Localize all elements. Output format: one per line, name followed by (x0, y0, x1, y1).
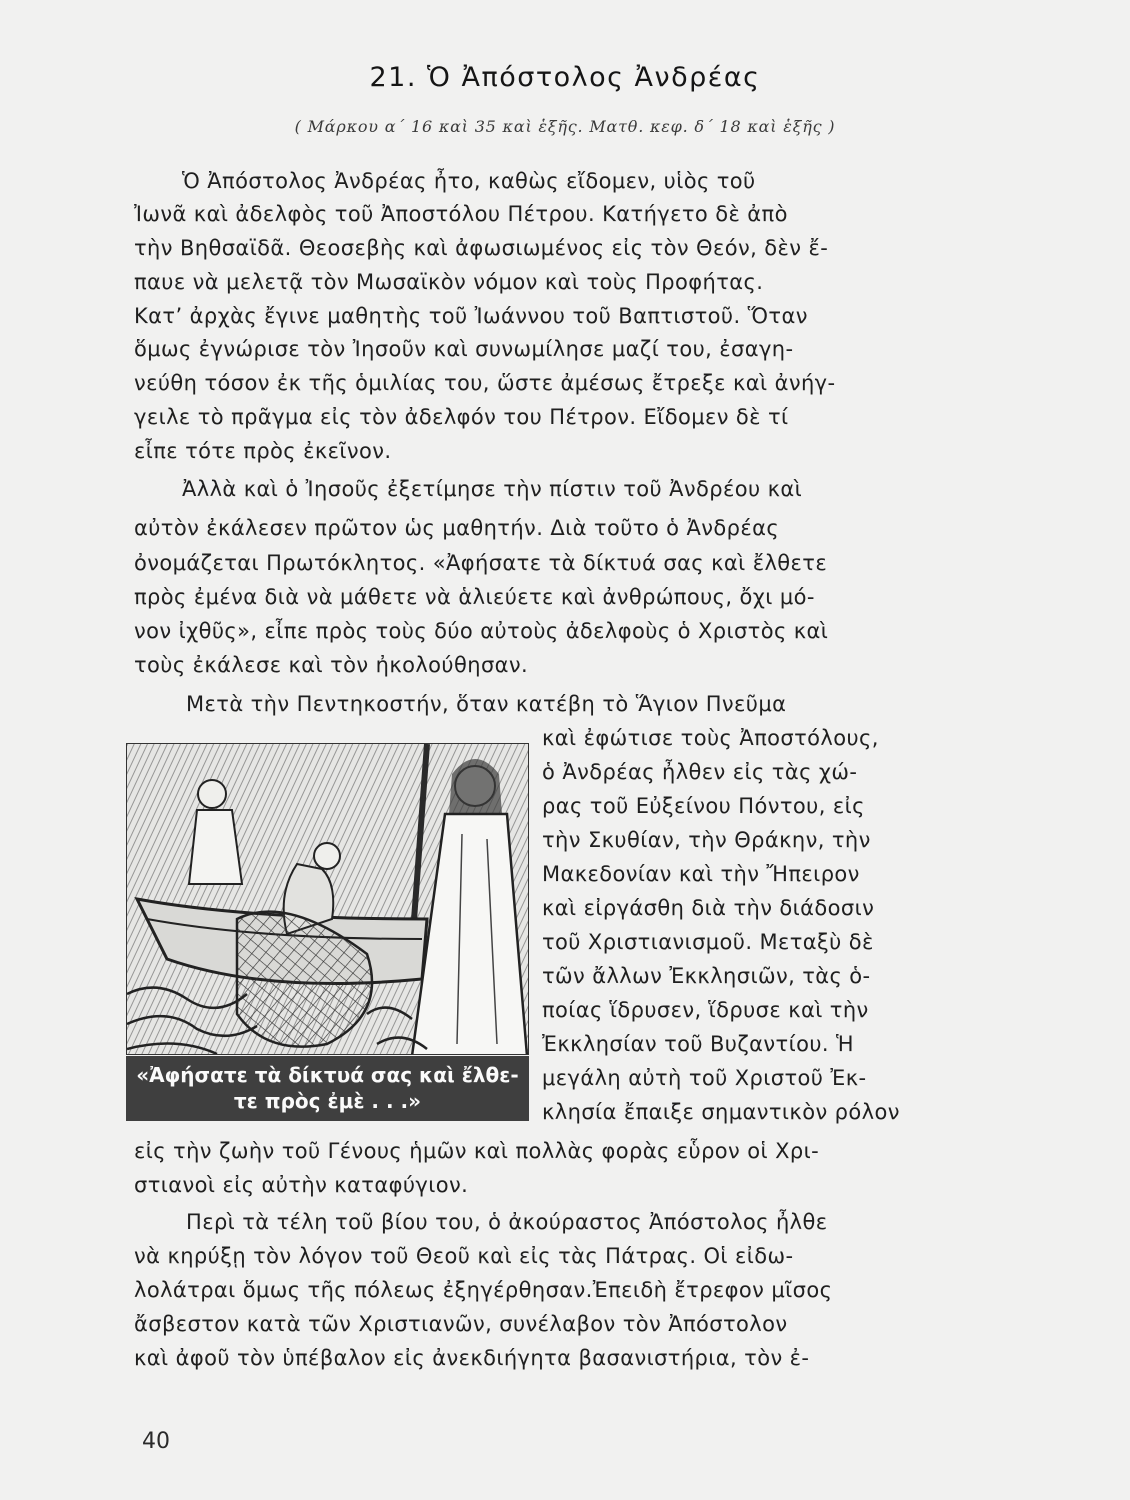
text-line: Μετὰ τὴν Πεντηκοστήν, ὅταν κατέβη τὸ Ἅγιον Πνεῦμα (186, 692, 787, 716)
text-line: νεύθη τόσον ἐκ τῆς ὁμιλίας του, ὥστε ἀμέσως ἔτρεξε καὶ ἀνήγ- (134, 371, 836, 395)
text-line: ὅμως ἐγνώρισε τὸν Ἰησοῦν καὶ συνωμίλησε μαζί του, ἐσαγη- (134, 337, 794, 361)
chapter-title: 21. Ὁ Ἀπόστολος Ἀνδρέας (369, 62, 761, 93)
caption-line: «Ἀφήσατε τὰ δίκτυά σας καὶ ἔλθε- (136, 1063, 519, 1087)
text-line: εἰς τὴν ζωὴν τοῦ Γένους ἡμῶν καὶ πολλὰς φορὰς εὗρον οἱ Χρι- (134, 1139, 820, 1163)
text-line: καὶ εἰργάσθη διὰ τὴν διάδοσιν (542, 896, 875, 920)
text-line: Ἀλλὰ καὶ ὁ Ἰησοῦς ἐξετίμησε τὴν πίστιν τοῦ Ἀνδρέου καὶ (182, 477, 803, 501)
text-line: μεγάλη αὐτὴ τοῦ Χριστοῦ Ἐκ- (542, 1066, 867, 1090)
text-line: καὶ ἐφώτισε τοὺς Ἀποστόλους, (542, 726, 879, 750)
text-line: Ὁ Ἀπόστολος Ἀνδρέας ἦτο, καθὼς εἴδομεν, υἱὸς τοῦ (182, 169, 756, 193)
text-line: ἄσβεστον κατὰ τῶν Χριστιανῶν, συνέλαβον τὸν Ἀπόστολον (134, 1312, 788, 1336)
text-line: καὶ ἀφοῦ τὸν ὑπέβαλον εἰς ἀνεκδιήγητα βασανιστήρια, τὸν ἐ- (134, 1346, 810, 1370)
text-line: πρὸς ἐμένα διὰ νὰ μάθετε νὰ ἁλιεύετε καὶ ἀνθρώπους, ὄχι μό- (134, 585, 815, 609)
caption-line: τε πρὸς ἐμὲ . . .» (233, 1089, 422, 1113)
text-line: κλησία ἔπαιξε σημαντικὸν ρόλον (542, 1100, 900, 1124)
illustration-caption (126, 1056, 529, 1121)
text-line: αὐτὸν ἐκάλεσεν πρῶτον ὡς μαθητήν. Διὰ τοῦτο ὁ Ἀνδρέας (134, 516, 780, 540)
page-number: 40 (142, 1429, 170, 1454)
text-line: ρας τοῦ Εὐξείνου Πόντου, εἰς (542, 794, 865, 818)
text-line: τὴν Σκυθίαν, τὴν Θράκην, τὴν (542, 828, 871, 852)
text-line: ὁ Ἀνδρέας ἦλθεν εἰς τὰς χώ- (542, 760, 858, 784)
text-line: Μακεδονίαν καὶ τὴν Ἤπειρον (542, 862, 860, 886)
text-line: τὴν Βηθσαϊδᾶ. Θεοσεβὴς καὶ ἀφωσιωμένος εἰς τὸν Θεόν, δὲν ἔ- (134, 236, 829, 260)
text-line: νὰ κηρύξῃ τὸν λόγον τοῦ Θεοῦ καὶ εἰς τὰς Πάτρας. Οἱ εἰδω- (134, 1244, 794, 1268)
text-line: εἶπε τότε πρὸς ἐκεῖνον. (134, 439, 392, 463)
text-line: Κατ’ ἀρχὰς ἔγινε μαθητὴς τοῦ Ἰωάννου τοῦ Βαπτιστοῦ. Ὅταν (134, 304, 808, 328)
text-line: νον ἰχθῦς», εἶπε πρὸς τοὺς δύο αὐτοὺς ἀδελφοὺς ὁ Χριστὸς καὶ (134, 619, 829, 643)
text-line: ποίας ἵδρυσεν, ἵδρυσε καὶ τὴν (542, 998, 869, 1022)
text-line: ὀνομάζεται Πρωτόκλητος. «Ἀφήσατε τὰ δίκτυά σας καὶ ἔλθετε (134, 551, 828, 575)
text-line: γειλε τὸ πρᾶγμα εἰς τὸν ἀδελφόν του Πέτρον. Εἴδομεν δὲ τί (134, 405, 789, 429)
fishermen-illustration (126, 743, 529, 1055)
text-line: παυε νὰ μελετᾷ τὸν Μωσαϊκὸν νόμον καὶ τοὺς Προφήτας. (134, 270, 764, 294)
text-line: τοὺς ἐκάλεσε καὶ τὸν ἠκολούθησαν. (134, 653, 529, 677)
text-line: τῶν ἄλλων Ἐκκλησιῶν, τὰς ὁ- (542, 964, 871, 988)
text-line: Ἐκκλησίαν τοῦ Βυζαντίου. Ἡ (542, 1032, 854, 1056)
text-line: στιανοὶ εἰς αὐτὴν καταφύγιον. (134, 1173, 469, 1197)
illustration-figure (126, 743, 529, 1121)
text-line: λολάτραι ὅμως τῆς πόλεως ἐξηγέρθησαν.Ἐπειδὴ ἔτρεφον μῖσος (134, 1278, 833, 1302)
text-line: Ἰωνᾶ καὶ ἀδελφὸς τοῦ Ἀποστόλου Πέτρου. Κατήγετο δὲ ἀπὸ (134, 202, 788, 226)
scripture-reference: ( Μάρκου α΄ 16 καὶ 35 καὶ ἑξῆς. Ματθ. κεφ. δ΄ 18 καὶ ἑξῆς ) (294, 117, 836, 136)
text-line: τοῦ Χριστιανισμοῦ. Μεταξὺ δὲ (542, 930, 874, 954)
text-line: Περὶ τὰ τέλη τοῦ βίου του, ὁ ἀκούραστος Ἀπόστολος ἦλθε (186, 1210, 828, 1234)
